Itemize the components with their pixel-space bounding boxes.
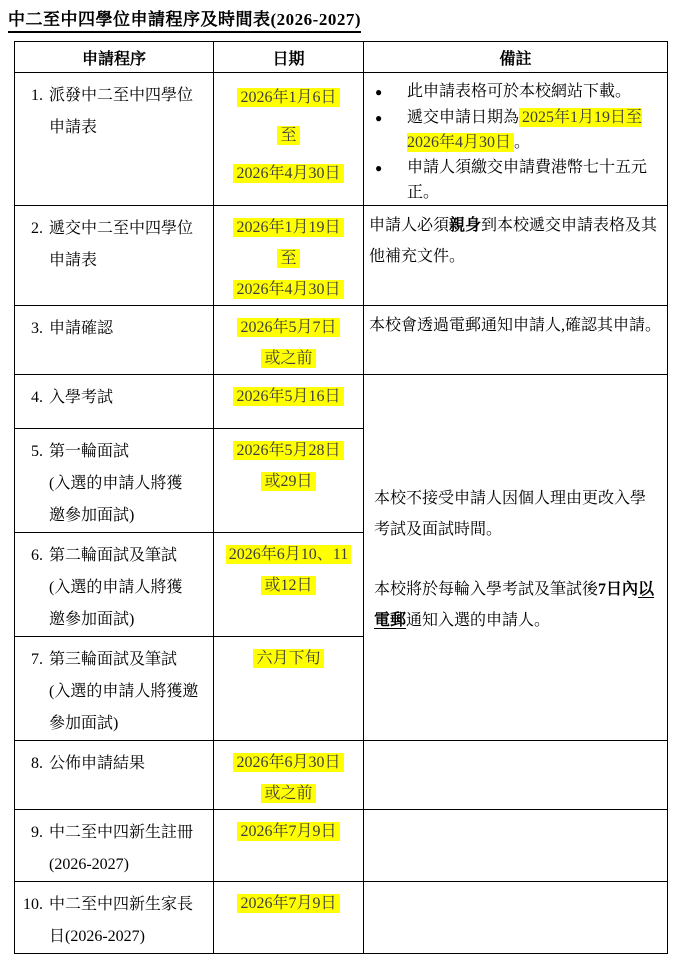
procedure-cell [15,810,214,882]
remark-paragraph: 本校不接受申請人因個人理由更改入學考試及面試時間。 [374,490,647,538]
procedure-text: 第一輪面試 (入選的申請人將獲 邀參加面試) [49,443,183,524]
bold-text: 7日內 [598,581,639,598]
row-number: 9. [31,824,43,841]
date-cell [214,741,364,810]
list-item: ● 申請人須繳交申請費港幣七十五元正。 [375,155,662,205]
procedure-cell [15,882,214,954]
remarks-bullet-list [369,79,662,205]
date-cell [214,73,364,206]
row-number: 1. [31,87,43,104]
highlighted-date: 2026年1月19日 [233,218,343,237]
highlighted-date: 2026年6月10、11 [226,545,351,564]
date-cell [214,533,364,637]
highlighted-date: 至 [277,126,299,145]
highlighted-date: 六月下旬 [253,649,323,668]
highlighted-date: 或29日 [261,472,315,491]
row-number: 8. [31,755,43,772]
bullet-icon: ● [375,161,383,175]
procedure-text: 第三輪面試及筆試 (入選的申請人將獲邀 參加面試) [49,651,199,732]
row-number: 7. [31,651,43,668]
procedure-text: 遞交中二至中四學位 申請表 [49,220,194,269]
highlighted-date: 2026年5月7日 [237,318,339,337]
highlighted-date: 2026年7月9日 [237,822,339,841]
remark-paragraph: 本校將於每輪入學考試及筆試後7日內以電郵通知入選的申請人。 [374,581,655,629]
date-cell [214,306,364,375]
date-cell [214,810,364,882]
highlighted-date: 2026年4月30日 [233,164,343,183]
procedure-text: 中二至中四新生家長 日(2026-2027) [49,896,194,945]
row-number: 3. [31,320,43,337]
date-cell [214,206,364,306]
column-header-date: 日期 [214,42,364,73]
remarks-cell-empty [364,810,668,882]
application-schedule-table [14,41,668,954]
bold-text: 親身 [449,217,482,234]
page-title: 中二至中四學位申請程序及時間表(2026-2027) [8,5,361,33]
column-header-procedure: 申請程序 [15,42,214,73]
list-item: ● 此申請表格可於本校網站下載。 [375,79,662,105]
remarks-cell [364,73,668,206]
highlighted-date: 2026年5月16日 [233,387,343,406]
bullet-icon: ● [375,111,383,125]
remarks-cell-empty [364,741,668,810]
highlighted-date: 2026年4月30日 [233,280,343,299]
table-row [15,741,668,810]
procedure-text: 第二輪面試及筆試 (入選的申請人將獲 邀參加面試) [49,547,183,628]
date-cell [214,429,364,533]
table-row [15,375,668,429]
row-number: 6. [31,547,43,564]
highlighted-date: 2026年6月30日 [233,753,343,772]
row-number: 2. [31,220,43,237]
highlighted-date-range: 2025年1月19日至2026年4月30日 [407,109,643,151]
date-cell [214,882,364,954]
procedure-cell [15,429,214,533]
table-row [15,882,668,954]
date-cell [214,375,364,429]
procedure-cell [15,73,214,206]
list-item: ● 遞交申請日期為 2025年1月19日至2026年4月30日 。 [375,105,662,155]
procedure-text: 中二至中四新生註冊 (2026-2027) [49,824,194,873]
highlighted-date: 2026年5月28日 [233,441,343,460]
table-row [15,306,668,375]
table-row [15,810,668,882]
column-header-remarks: 備註 [364,42,668,73]
remarks-cell: 本校會透過電郵通知申請人,確認其申請。 [364,306,668,375]
highlighted-date: 或之前 [261,349,315,368]
procedure-text: 申請確認 [49,320,114,337]
table-row [15,206,668,306]
procedure-cell [15,533,214,637]
procedure-text: 公佈申請結果 [49,755,146,772]
row-number: 5. [31,443,43,460]
procedure-cell [15,375,214,429]
remarks-cell-empty [364,882,668,954]
highlighted-date: 或12日 [261,576,315,595]
remarks-merged-cell [364,375,668,741]
procedure-cell [15,306,214,375]
table-header-row [15,42,668,73]
row-number: 10. [23,896,43,913]
bullet-icon: ● [375,85,383,99]
table-row [15,73,668,206]
highlighted-date: 2026年7月9日 [237,894,339,913]
procedure-cell [15,206,214,306]
row-number: 4. [31,389,43,406]
remarks-cell: 申請人必須親身到本校遞交申請表格及其他補充文件。 [364,206,668,306]
bold-underline-text: 以電郵 [374,581,655,629]
procedure-text: 入學考試 [49,389,114,406]
procedure-cell [15,741,214,810]
highlighted-date: 或之前 [261,784,315,803]
highlighted-date: 2026年1月6日 [237,88,339,107]
date-cell [214,637,364,741]
procedure-cell [15,637,214,741]
highlighted-date: 至 [277,249,299,268]
procedure-text: 派發中二至中四學位 申請表 [49,87,194,136]
